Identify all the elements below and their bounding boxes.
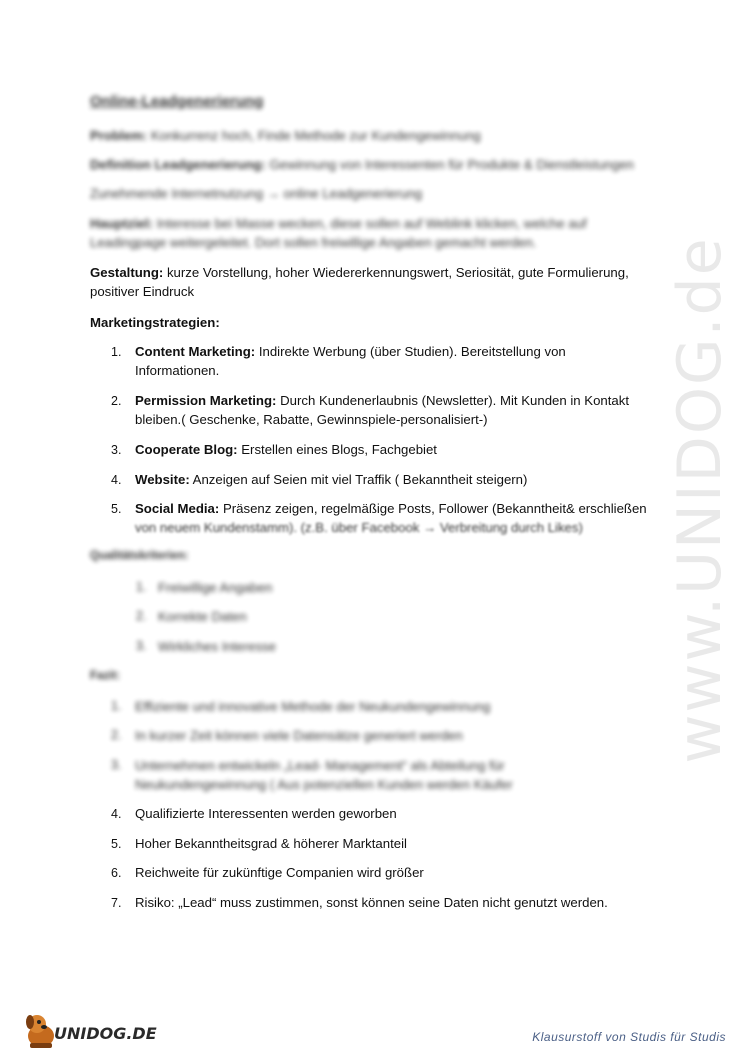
- list-item: Qualifizierte Interessenten werden geworben: [135, 806, 397, 821]
- list-number: 7.: [111, 896, 122, 910]
- list-item: Social Media: Präsenz zeigen, regelmäßige Posts, Follower (Bekanntheit& erschließen: [135, 501, 647, 516]
- list-item: Cooperate Blog: Erstellen eines Blogs, Fachgebiet: [135, 442, 437, 457]
- design-line-2: positiver Eindruck: [90, 284, 195, 299]
- list-item: Unternehmen entwickeln „Lead- Management“ als Abteilung für: [135, 758, 505, 773]
- list-item: Freiwillige Angaben: [158, 580, 273, 595]
- list-item: Risiko: „Lead“ muss zustimmen, sonst können seine Daten nicht genutzt werden.: [135, 895, 608, 910]
- strategies-heading: Marketingstrategien:: [90, 315, 220, 330]
- list-item: Hoher Bekanntheitsgrad & höherer Marktanteil: [135, 836, 407, 851]
- list-number: 4.: [111, 473, 122, 487]
- quality-heading: Qualitätskriterien:: [90, 550, 189, 562]
- logo-text: UNIDOG.DE: [54, 1024, 157, 1043]
- list-item: In kurzer Zeit können viele Datensätze generiert werden: [135, 728, 463, 743]
- list-item: Reichweite für zukünftige Companien wird größer: [135, 865, 424, 880]
- list-item: Effiziente und innovative Methode der Neukundengewinnung: [135, 699, 491, 714]
- list-number: 5.: [111, 502, 122, 516]
- list-number: 1.: [136, 580, 147, 594]
- list-item: Content Marketing: Indirekte Werbung (über Studien). Bereitstellung von: [135, 344, 566, 359]
- list-number: 3.: [136, 639, 147, 653]
- list-item: Permission Marketing: Durch Kundenerlaubnis (Newsletter). Mit Kunden in Kontakt: [135, 393, 630, 408]
- list-number: 1.: [111, 699, 122, 713]
- list-item-cont: Informationen.: [135, 363, 220, 378]
- list-item-cont: von neuem Kundenstamm). (z.B. über Facebook → Verbreitung durch Likes): [135, 520, 583, 535]
- conclusion-heading: Fazit:: [90, 670, 121, 682]
- list-number: 6.: [111, 866, 122, 880]
- dog-mascot-icon: [24, 1010, 58, 1050]
- goal-line-2: Leadingpage weitergeleitet. Dort sollen freiwillige Angaben gemacht werden.: [90, 235, 537, 250]
- list-item: Website: Anzeigen auf Seien mit viel Traffik ( Bekanntheit steigern): [135, 472, 528, 487]
- list-number: 3.: [111, 443, 122, 457]
- list-number: 1.: [111, 345, 122, 359]
- list-item: Wirkliches Interesse: [158, 639, 276, 654]
- list-item-cont: bleiben.( Geschenke, Rabatte, Gewinnspiele-personalisiert-): [135, 412, 488, 427]
- unidog-logo: [24, 1010, 157, 1050]
- list-item: Korrekte Daten: [158, 609, 247, 624]
- list-number: 4.: [111, 807, 122, 821]
- problem-line: Problem: Konkurrenz hoch, Finde Methode zur Kundengewinnung: [90, 128, 481, 143]
- list-number: 5.: [111, 837, 122, 851]
- page-title: Online-Leadgenerierung: [90, 93, 264, 110]
- list-number: 2.: [111, 394, 122, 408]
- footer-slogan: Klausurstoff von Studis für Studis: [532, 1030, 726, 1044]
- goal-line-1: Hauptziel: Interesse bei Masse wecken, diese sollen auf Weblink klicken, welche auf: [90, 216, 587, 231]
- internet-line: Zunehmende Internetnutzung → online Leadgenerierung: [90, 186, 423, 201]
- watermark: www.UNIDOG.de: [665, 236, 735, 764]
- list-number: 2.: [111, 728, 122, 742]
- design-line-1: Gestaltung: kurze Vorstellung, hoher Wiedererkennungswert, Seriosität, gute Formulierung,: [90, 265, 629, 280]
- list-number: 3.: [111, 758, 122, 772]
- list-number: 2.: [136, 609, 147, 623]
- list-item-cont: Neukundengewinnung ( Aus potenziellen Kunden werden Käufer: [135, 777, 513, 792]
- definition-line: Definition Leadgenerierung: Gewinnung von Interessenten für Produkte & Dienstleistungen: [90, 157, 634, 172]
